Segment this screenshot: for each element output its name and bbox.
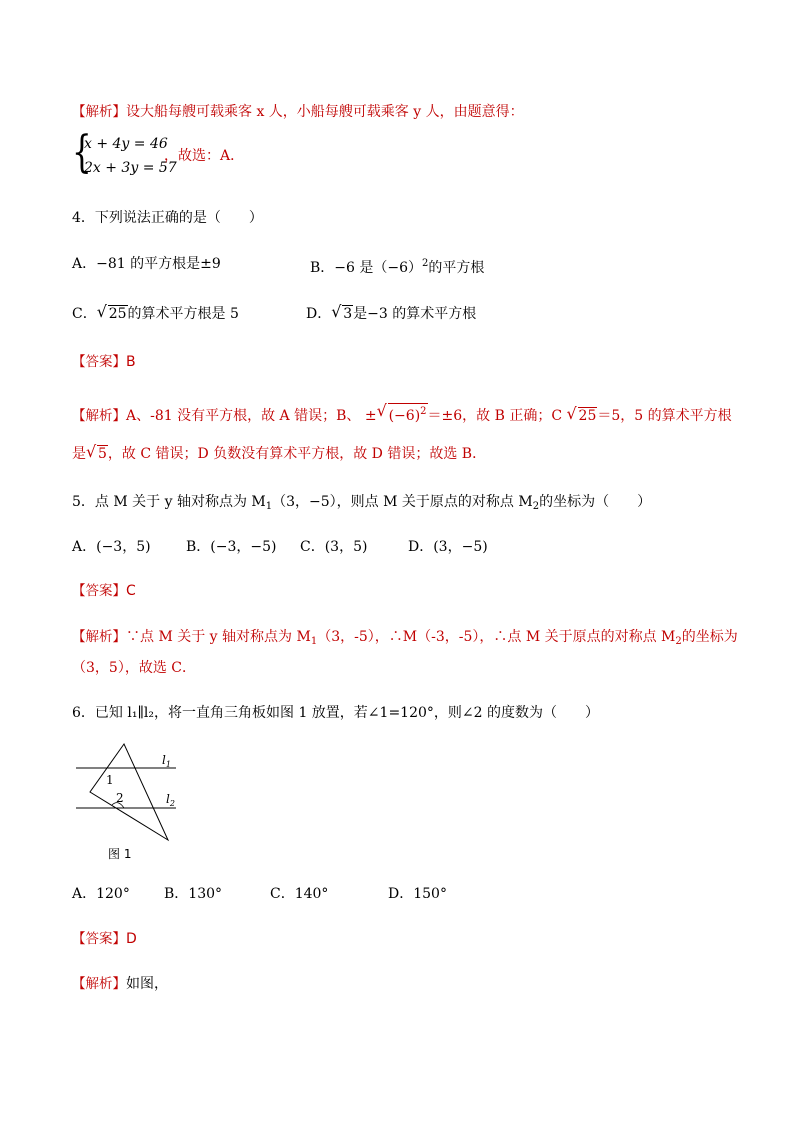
analysis-tag: 【解析】: [72, 629, 126, 645]
option-c-label: C．: [72, 306, 97, 322]
analysis-text: A、-81 没有平方根，故 A 错误；B、 ±: [126, 408, 377, 424]
q4-option-d: [306, 304, 476, 324]
triangle-shape: [90, 744, 168, 840]
angle-2-label: 2: [116, 791, 124, 805]
answer-value: B: [126, 354, 136, 370]
q5-analysis-line2: （3，5），故选 C．: [72, 660, 196, 676]
q5-option-a: A．(−3，5): [72, 539, 151, 555]
q3-conclusion: ，故选：A．: [164, 148, 245, 164]
q6-analysis: [72, 974, 168, 994]
q4-analysis-line2: [72, 444, 486, 464]
superscript: 2: [422, 258, 429, 269]
answer-tag: 【答案】: [72, 354, 126, 370]
q6-option-b: B．130°: [164, 886, 223, 902]
answer-value: C: [126, 583, 136, 599]
analysis-text-c: ＝5，5 的算术平方根: [597, 408, 732, 424]
q5-option-c: C．(3，5): [300, 539, 368, 555]
q5-option-d: D．(3，−5): [408, 539, 488, 555]
answer-tag: 【答案】: [72, 583, 126, 599]
analysis-tag: 【解析】: [72, 976, 126, 992]
sqrt-3: √ 3: [331, 302, 353, 322]
triangle-figure: [72, 742, 190, 866]
answer-tag: 【答案】: [72, 931, 126, 947]
analysis-tag: 【解析】: [72, 408, 126, 424]
q6-answer: [72, 929, 137, 949]
angle-1-label: 1: [106, 773, 114, 787]
sqrt-neg6-squared: √ $(-6)^2$: [376, 401, 427, 424]
analysis-text-b: ＝±6，故 B 正确；C: [427, 408, 567, 424]
q4-stem: 4．下列说法正确的是（ ）: [72, 210, 263, 226]
option-b-text: B．−6 是（−6）: [310, 260, 423, 276]
option-d-label: D．: [306, 306, 332, 322]
option-c-text: 的算术平方根是 5: [127, 306, 239, 322]
sqrt-5: √ 5: [86, 442, 107, 462]
q3-analysis: [72, 102, 524, 122]
q4-option-c: [72, 304, 239, 324]
q4-answer: [72, 352, 136, 372]
analysis-text: 是: [72, 446, 86, 462]
equation-2: 2x + 3y = 57: [84, 160, 177, 176]
q5-stem: 5．点 M 关于 y 轴对称点为 $M_1(3$，−5），则点 M 关于原点的对称点 $M_2$的坐标为（ ）: [72, 494, 652, 512]
q4-option-a: A．−81 的平方根是±9: [72, 256, 221, 272]
q6-option-c: C．140°: [270, 886, 329, 902]
analysis-tag: 【解析】: [72, 104, 126, 120]
option-d-text: 是−3 的算术平方根: [353, 306, 477, 322]
q4-option-b: [310, 254, 484, 278]
q6-stem: 6．已知 l₁∥l₂，将一直角三角板如图 1 放置，若∠1=120°，则∠2 的度数为（ ）: [72, 705, 599, 721]
q5-answer: [72, 581, 136, 601]
q5-option-b: B．(−3，−5): [186, 539, 277, 555]
option-b-text-tail: 的平方根: [428, 260, 485, 276]
q5-analysis-line1: 【解析】∵点 M 关于 y 轴对称点为 $M_1(3$，-5），∴M（-3，-5），∴点 M 关于原点的对称点 $M_2$的坐标为: [72, 629, 738, 647]
sqrt-25: √ 25: [96, 302, 127, 322]
l1-label: $l_1$: [162, 753, 171, 769]
answer-value: D: [126, 931, 137, 947]
q6-option-d: D．150°: [388, 886, 447, 902]
equation-1: x + 4y = 46: [84, 136, 168, 152]
l2-label: $l_2$: [166, 792, 175, 808]
sqrt-25-analysis: √ 25: [566, 404, 597, 424]
q4-analysis-line1: [72, 403, 732, 426]
figure-caption: 图 1: [108, 847, 132, 861]
brace-symbol: {: [72, 127, 92, 178]
analysis-text-tail: ，故 C 错误；D 负数没有算术平方根，故 D 错误；故选 B．: [107, 446, 487, 462]
analysis-text: 设大船每艘可载乘客 x 人，小船每艘可载乘客 y 人，由题意得：: [126, 104, 524, 120]
analysis-text: 如图，: [126, 976, 168, 992]
q6-option-a: A．120°: [72, 886, 130, 902]
